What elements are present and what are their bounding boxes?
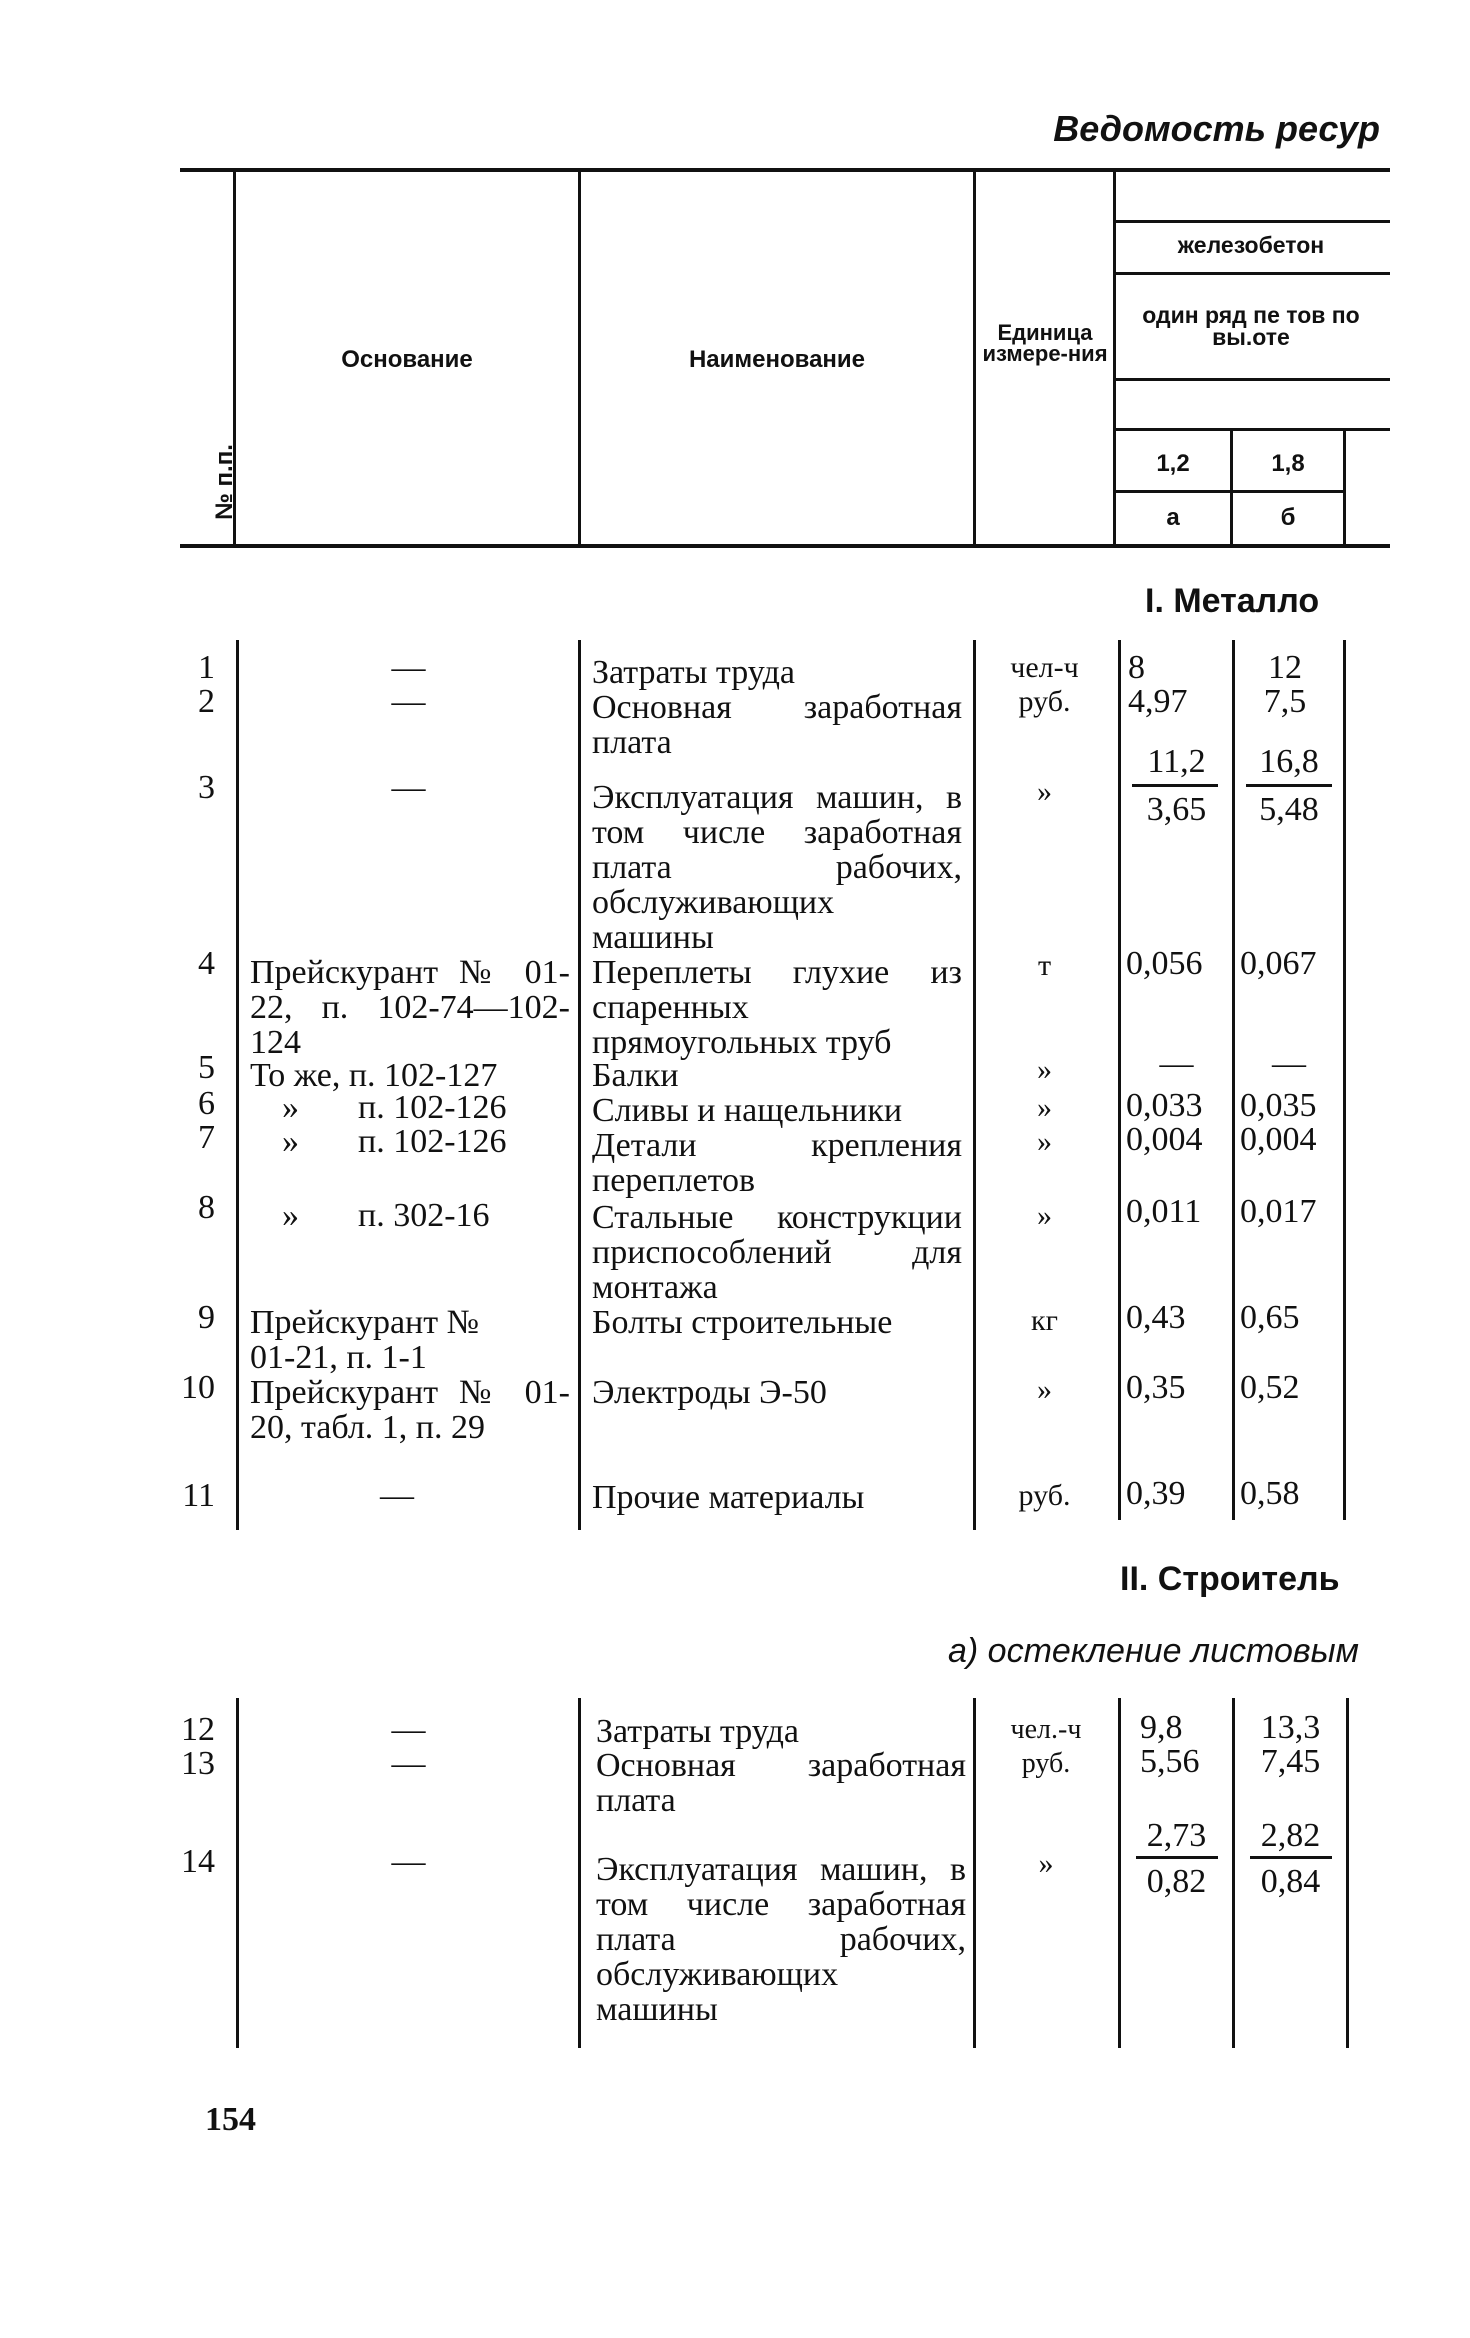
table-row-basis: — (391, 1843, 426, 1880)
fraction-line-b (1250, 1856, 1332, 1859)
table-row-name: Затраты труда (596, 1713, 800, 1750)
table-row-value-a: 9,8 (1140, 1709, 1183, 1746)
table-row-value-a: 4,97 (1128, 683, 1188, 720)
table-row-number: 13 (181, 1745, 215, 1782)
table-row-value-b: 0,067 (1240, 945, 1317, 982)
table-row-unit: » (1037, 1091, 1052, 1124)
table-row-value-a-top: 2,73 (1146, 1817, 1207, 1854)
table-row-unit: » (1038, 1847, 1054, 1880)
table-row-basis: Прейскурант № 01-20, табл. 1, п. 29 (250, 1374, 570, 1446)
header-col-b-value: 1,8 (1271, 450, 1305, 477)
table-row-basis: Прейскурант № 01-21, п. 1-1 (250, 1304, 480, 1376)
group-rule-mid (1115, 272, 1390, 275)
table-row-value-b-bottom: 0,84 (1260, 1863, 1321, 1900)
table-row-name: Электроды Э-50 (592, 1374, 827, 1411)
table-row-value-b: 0,52 (1240, 1369, 1300, 1406)
table-row-value-a: 0,43 (1126, 1299, 1186, 1336)
table-row-number: 9 (198, 1299, 215, 1336)
page-number: 154 (205, 2101, 256, 2138)
body1-vline-2 (578, 640, 581, 1530)
table-row-unit: » (1037, 1373, 1052, 1406)
table-row-unit: чел.-ч (1010, 1714, 1082, 1745)
table-row-value-a: 5,56 (1140, 1743, 1200, 1780)
table-row-number: 10 (181, 1369, 215, 1406)
table-row-basis: п. 102-126 (358, 1123, 507, 1160)
table-row-value-a: 0,011 (1126, 1193, 1202, 1230)
table-row-value-b: 7,45 (1260, 1743, 1321, 1780)
table-row-value-a: — (1159, 1045, 1194, 1082)
table-row-basis: — (391, 1745, 426, 1782)
header-top-rule (180, 168, 1390, 172)
subsection-title: а) остекление листовым (948, 1632, 1359, 1670)
table-row-value-b: — (1272, 1045, 1306, 1082)
table-row-unit: руб. (1021, 1748, 1071, 1779)
subgroup-rule (1115, 378, 1390, 381)
table-row-value-a: 0,033 (1126, 1087, 1203, 1124)
table-row-value-b-top: 2,82 (1260, 1817, 1321, 1854)
table-row-basis: — (391, 649, 426, 686)
header-bottom-rule (180, 544, 1390, 548)
table-row-value-b: 7,5 (1263, 683, 1307, 720)
group-rule-top (1115, 220, 1390, 223)
table-row-unit: » (1037, 1053, 1052, 1086)
table-row-unit: руб. (1018, 1479, 1071, 1512)
table-row-unit: руб. (1018, 685, 1071, 718)
table-row-name: Основная заработная плата (592, 689, 962, 761)
table-row-value-a: 8 (1128, 649, 1145, 686)
table-row-number: 2 (198, 683, 215, 720)
table-row-value-a-top: 11,2 (1147, 743, 1206, 780)
table-row-name: Основная заработная плата (596, 1747, 966, 1819)
table-row-value-b: 0,65 (1240, 1299, 1300, 1336)
table-row-basis: — (380, 1477, 414, 1514)
table-row-name: Затраты труда (592, 654, 796, 691)
table-row-basis: Прейскурант № 01-22, п. 102-74—102-124 (250, 954, 570, 1061)
table-row-value-b: 0,004 (1240, 1121, 1317, 1158)
header-vline-3 (973, 172, 976, 544)
table-row-unit: » (1037, 1199, 1052, 1232)
header-name: Наименование (688, 346, 866, 373)
table-row-name: Переплеты глухие из спаренных прямоугольных труб (592, 954, 962, 1061)
table-row-name: Эксплуатация машин, в том числе заработная плата рабочих, обслуживающих машины (596, 1851, 966, 2028)
table-row-unit: » (1037, 1125, 1052, 1158)
table-row-basis: п. 102-126 (358, 1089, 507, 1126)
table-row-basis: — (391, 769, 426, 806)
body2-vline-6 (1346, 1698, 1349, 2048)
table-row-unit: т (1037, 949, 1052, 982)
table-row-unit: » (1037, 775, 1052, 808)
table-row-number: 3 (198, 769, 215, 806)
table-row-value-a: 0,39 (1126, 1475, 1186, 1512)
header-num: № п.п. (211, 444, 238, 520)
table-row-number: 12 (181, 1711, 215, 1748)
table-row-value-a-bottom: 3,65 (1146, 791, 1207, 828)
header-basis: Основание (341, 346, 473, 373)
table-row-value-b: 0,58 (1240, 1475, 1300, 1512)
table-row-basis: — (391, 1711, 426, 1748)
table-row-number: 8 (198, 1189, 215, 1226)
table-row-value-b: 13,3 (1260, 1709, 1321, 1746)
header-subgroup: один ряд пе тов по вы.оте (1142, 302, 1360, 350)
table-row-name: Стальные конструкции приспособлений для монтажа (592, 1199, 962, 1306)
table-row-basis: п. 302-16 (358, 1197, 490, 1234)
table-row-number: 14 (181, 1843, 215, 1880)
table-row-value-b: 12 (1268, 649, 1302, 686)
header-vline-4 (1113, 172, 1116, 544)
header-col-a-letter: а (1166, 504, 1180, 531)
table-row-value-b: 0,035 (1240, 1087, 1317, 1124)
header-col-a-value: 1,2 (1156, 450, 1190, 477)
table-row-value-b-top: 16,8 (1259, 743, 1319, 780)
table-row-basis-quote: » (282, 1197, 299, 1234)
table-row-number: 1 (198, 649, 215, 686)
section-2-title: II. Строитель (1120, 1560, 1340, 1598)
page-title: Ведомость ресур (1053, 108, 1380, 149)
body2-vline-2 (578, 1698, 581, 2048)
section-1-title: I. Металло (1145, 582, 1320, 620)
table-row-number: 5 (198, 1049, 215, 1086)
table-row-basis-quote: » (282, 1123, 299, 1160)
table-row-basis-quote: » (282, 1089, 299, 1126)
table-row-number: 6 (198, 1085, 215, 1122)
table-row-value-a-bottom: 0,82 (1146, 1863, 1207, 1900)
header-unit: Единица измере-ния (982, 320, 1108, 366)
table-row-value-b: 0,017 (1240, 1193, 1317, 1230)
fraction-line-a (1132, 784, 1218, 787)
table-row-value-a: 0,35 (1126, 1369, 1186, 1406)
table-row-basis: То же, п. 102-127 (250, 1057, 498, 1094)
table-row-unit: чел-ч (1010, 651, 1079, 684)
table-row-name: Прочие материалы (592, 1479, 865, 1516)
table-row-value-a: 0,004 (1126, 1121, 1203, 1158)
table-row-name: Эксплуатация машин, в том числе заработная плата рабочих, обслуживающих машины (592, 779, 962, 956)
table-row-unit: кг (1031, 1304, 1058, 1337)
table-row-value-a: 0,056 (1126, 945, 1203, 982)
fraction-line-b (1246, 784, 1332, 787)
table-row-number: 11 (182, 1477, 215, 1514)
table-row-name: Детали крепления переплетов (592, 1127, 962, 1199)
table-row-name: Балки (592, 1057, 679, 1094)
table-row-number: 7 (198, 1119, 215, 1156)
fraction-line-a (1136, 1856, 1218, 1859)
header-col-b-letter: б (1280, 504, 1296, 531)
table-row-basis: — (391, 683, 426, 720)
table-row-name: Болты строительные (592, 1304, 893, 1341)
header-group: железобетон (1177, 232, 1325, 258)
values-rule-top (1115, 428, 1390, 431)
table-row-value-b-bottom: 5,48 (1259, 791, 1319, 828)
header-vline-6 (1343, 430, 1346, 544)
table-row-name: Сливы и нащельники (592, 1092, 903, 1129)
table-row-number: 4 (198, 945, 215, 982)
